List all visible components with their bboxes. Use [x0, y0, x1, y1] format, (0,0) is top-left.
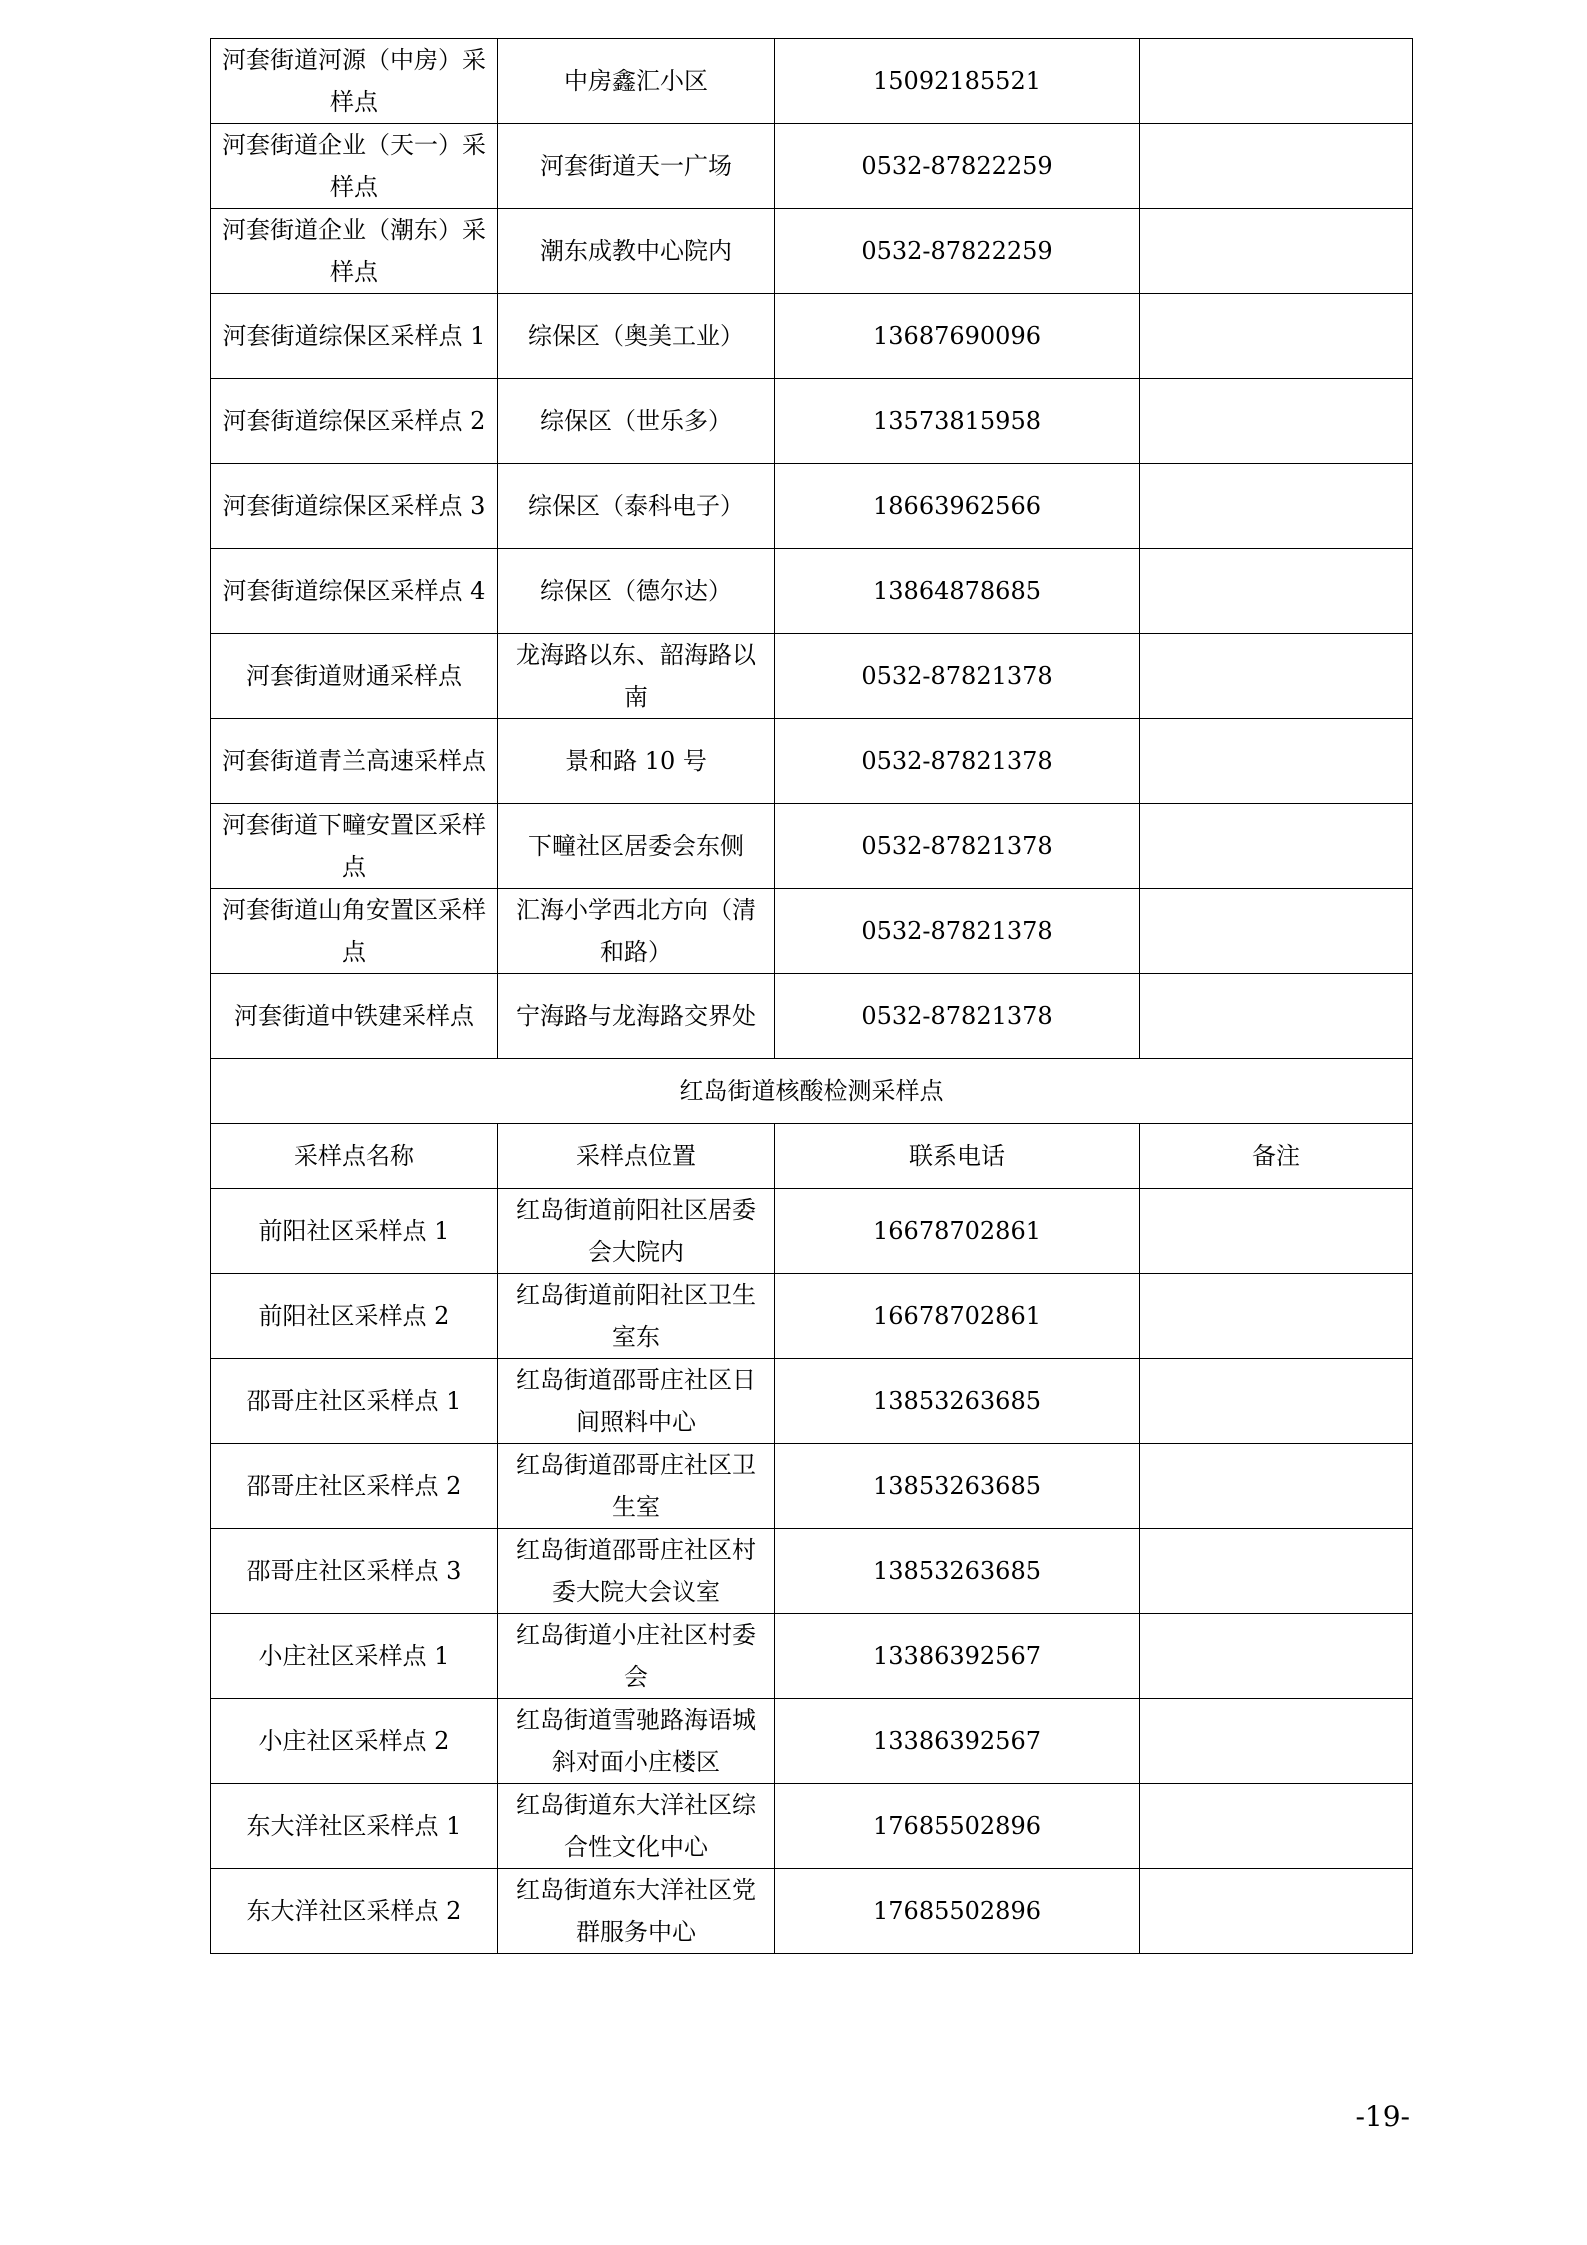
contact-phone: 0532-87821378 [775, 889, 1140, 974]
table-row [211, 294, 1413, 379]
column-header-note: 备注 [1140, 1124, 1413, 1189]
table-row [211, 974, 1413, 1059]
sampling-point-name: 河套街道企业（潮东）采样点 [211, 209, 498, 294]
remark-cell [1140, 1699, 1413, 1784]
table-row [211, 804, 1413, 889]
contact-phone: 0532-87821378 [775, 974, 1140, 1059]
remark-cell [1140, 804, 1413, 889]
column-header-phone: 联系电话 [775, 1124, 1140, 1189]
sampling-point-name: 小庄社区采样点 2 [211, 1699, 498, 1784]
table-row [211, 634, 1413, 719]
sampling-point-location: 下疃社区居委会东侧 [498, 804, 775, 889]
table-row [211, 1869, 1413, 1954]
table-row [211, 379, 1413, 464]
table-row [211, 1444, 1413, 1529]
table-row [211, 464, 1413, 549]
section-title-row [211, 1059, 1413, 1124]
column-header-location: 采样点位置 [498, 1124, 775, 1189]
table-row [211, 889, 1413, 974]
column-header-name: 采样点名称 [211, 1124, 498, 1189]
contact-phone: 0532-87822259 [775, 209, 1140, 294]
table-row [211, 549, 1413, 634]
sampling-point-location: 红岛街道前阳社区居委会大院内 [498, 1189, 775, 1274]
sampling-point-name: 河套街道财通采样点 [211, 634, 498, 719]
contact-phone: 0532-87821378 [775, 719, 1140, 804]
sampling-point-location: 红岛街道雪驰路海语城斜对面小庄楼区 [498, 1699, 775, 1784]
table-row [211, 209, 1413, 294]
remark-cell [1140, 1614, 1413, 1699]
section-title: 红岛街道核酸检测采样点 [211, 1059, 1413, 1124]
remark-cell [1140, 294, 1413, 379]
table-row [211, 1189, 1413, 1274]
hongdao-section [211, 1059, 1413, 1954]
remark-cell [1140, 719, 1413, 804]
sampling-point-location: 宁海路与龙海路交界处 [498, 974, 775, 1059]
remark-cell [1140, 379, 1413, 464]
contact-phone: 13864878685 [775, 549, 1140, 634]
table-row [211, 719, 1413, 804]
remark-cell [1140, 1444, 1413, 1529]
sampling-point-location: 红岛街道邵哥庄社区卫生室 [498, 1444, 775, 1529]
sampling-point-name: 河套街道综保区采样点 2 [211, 379, 498, 464]
sampling-point-name: 东大洋社区采样点 2 [211, 1869, 498, 1954]
contact-phone: 0532-87821378 [775, 804, 1140, 889]
contact-phone: 17685502896 [775, 1869, 1140, 1954]
remark-cell [1140, 634, 1413, 719]
remark-cell [1140, 1359, 1413, 1444]
table-row [211, 1359, 1413, 1444]
sampling-point-location: 中房鑫汇小区 [498, 39, 775, 124]
table-row [211, 1529, 1413, 1614]
remark-cell [1140, 889, 1413, 974]
table-row [211, 39, 1413, 124]
sampling-point-location: 汇海小学西北方向（清和路） [498, 889, 775, 974]
remark-cell [1140, 1274, 1413, 1359]
sampling-point-name: 河套街道综保区采样点 3 [211, 464, 498, 549]
sampling-point-name: 河套街道中铁建采样点 [211, 974, 498, 1059]
sampling-point-location: 红岛街道邵哥庄社区村委大院大会议室 [498, 1529, 775, 1614]
table-header-row [211, 1124, 1413, 1189]
sampling-point-location: 综保区（泰科电子） [498, 464, 775, 549]
sampling-point-name: 东大洋社区采样点 1 [211, 1784, 498, 1869]
remark-cell [1140, 39, 1413, 124]
table-row [211, 124, 1413, 209]
remark-cell [1140, 1529, 1413, 1614]
contact-phone: 13386392567 [775, 1699, 1140, 1784]
contact-phone: 13853263685 [775, 1359, 1140, 1444]
sampling-point-name: 河套街道综保区采样点 4 [211, 549, 498, 634]
sampling-point-name: 河套街道下疃安置区采样点 [211, 804, 498, 889]
sampling-point-name: 河套街道河源（中房）采样点 [211, 39, 498, 124]
page-number: -19- [1355, 2100, 1410, 2133]
remark-cell [1140, 974, 1413, 1059]
sampling-point-name: 邵哥庄社区采样点 1 [211, 1359, 498, 1444]
sampling-point-name: 邵哥庄社区采样点 2 [211, 1444, 498, 1529]
sampling-point-location: 综保区（德尔达） [498, 549, 775, 634]
remark-cell [1140, 124, 1413, 209]
contact-phone: 13386392567 [775, 1614, 1140, 1699]
contact-phone: 18663962566 [775, 464, 1140, 549]
sampling-point-name: 小庄社区采样点 1 [211, 1614, 498, 1699]
remark-cell [1140, 1869, 1413, 1954]
contact-phone: 16678702861 [775, 1274, 1140, 1359]
table-row [211, 1784, 1413, 1869]
sampling-point-name: 前阳社区采样点 2 [211, 1274, 498, 1359]
sampling-point-name: 河套街道山角安置区采样点 [211, 889, 498, 974]
sampling-point-location: 红岛街道邵哥庄社区日间照料中心 [498, 1359, 775, 1444]
sampling-point-location: 综保区（奥美工业） [498, 294, 775, 379]
sampling-point-name: 邵哥庄社区采样点 3 [211, 1529, 498, 1614]
sampling-point-location: 龙海路以东、韶海路以南 [498, 634, 775, 719]
contact-phone: 0532-87821378 [775, 634, 1140, 719]
table-row [211, 1614, 1413, 1699]
remark-cell [1140, 1189, 1413, 1274]
contact-phone: 13573815958 [775, 379, 1140, 464]
sampling-point-name: 河套街道综保区采样点 1 [211, 294, 498, 379]
remark-cell [1140, 1784, 1413, 1869]
sampling-points-table [210, 38, 1413, 1954]
contact-phone: 0532-87822259 [775, 124, 1140, 209]
sampling-point-location: 景和路 10 号 [498, 719, 775, 804]
top-rows [211, 39, 1413, 1059]
sampling-point-name: 前阳社区采样点 1 [211, 1189, 498, 1274]
table-row [211, 1274, 1413, 1359]
sampling-point-location: 综保区（世乐多） [498, 379, 775, 464]
sampling-point-location: 红岛街道小庄社区村委会 [498, 1614, 775, 1699]
sampling-point-location: 红岛街道东大洋社区党群服务中心 [498, 1869, 775, 1954]
contact-phone: 13687690096 [775, 294, 1140, 379]
sampling-point-location: 河套街道天一广场 [498, 124, 775, 209]
remark-cell [1140, 464, 1413, 549]
contact-phone: 16678702861 [775, 1189, 1140, 1274]
table-row [211, 1699, 1413, 1784]
remark-cell [1140, 209, 1413, 294]
remark-cell [1140, 549, 1413, 634]
sampling-point-location: 红岛街道东大洋社区综合性文化中心 [498, 1784, 775, 1869]
sampling-point-location: 潮东成教中心院内 [498, 209, 775, 294]
sampling-point-name: 河套街道青兰高速采样点 [211, 719, 498, 804]
contact-phone: 13853263685 [775, 1444, 1140, 1529]
contact-phone: 15092185521 [775, 39, 1140, 124]
contact-phone: 13853263685 [775, 1529, 1140, 1614]
sampling-point-name: 河套街道企业（天一）采样点 [211, 124, 498, 209]
contact-phone: 17685502896 [775, 1784, 1140, 1869]
sampling-point-location: 红岛街道前阳社区卫生室东 [498, 1274, 775, 1359]
